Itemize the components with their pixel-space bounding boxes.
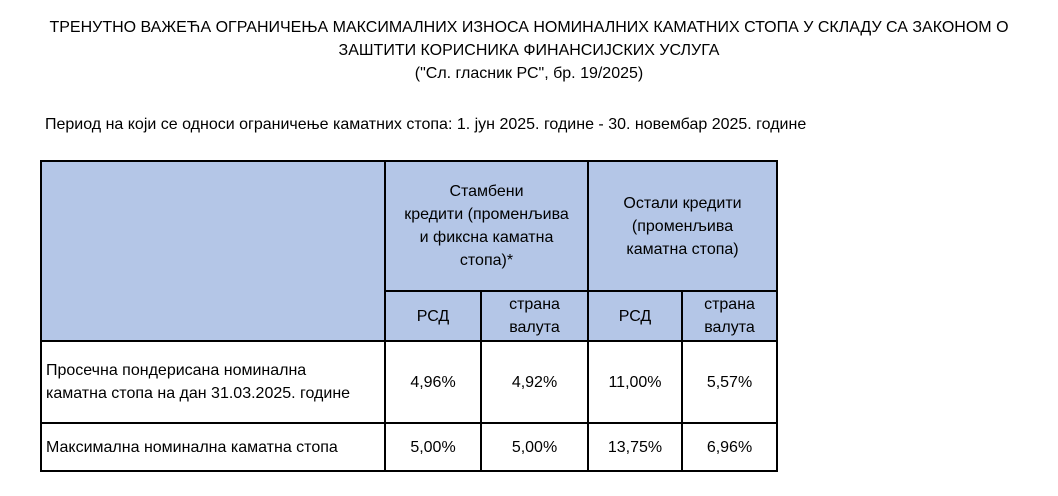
period-text: Период на који се односи ограничење каматних стопа: 1. јун 2025. године - 30. новембар 2025. године [45, 116, 807, 133]
table-corner-cell [41, 161, 385, 341]
interest-rate-table [40, 160, 778, 472]
header-housing-loans: Стамбени кредити (променљива и фиксна каматна стопа)* [385, 161, 588, 291]
title-line-1: ТРЕНУТНО ВАЖЕЋА ОГРАНИЧЕЊА МАКСИМАЛНИХ ИЗНОСА НОМИНАЛНИХ КАМАТНИХ СТОПА У СКЛАДУ СА ЗАКОНОМ О [49, 19, 1009, 36]
cell-average-housing-rsd: 4,96% [385, 341, 481, 423]
table-row [41, 423, 777, 471]
title-line-3: ("Сл. гласник РС", бр. 19/2025) [414, 65, 644, 82]
cell-max-other-rsd: 13,75% [588, 423, 682, 471]
subheader-other-foreign-currency: страна валута [682, 291, 777, 341]
cell-max-housing-foreign: 5,00% [481, 423, 588, 471]
title-line-2: ЗАШТИТИ КОРИСНИКА ФИНАНСИЈСКИХ УСЛУГА [338, 42, 720, 59]
table-row [41, 341, 777, 423]
cell-average-housing-foreign: 4,92% [481, 341, 588, 423]
header-other-loans: Остали кредити (променљива каматна стопа) [588, 161, 777, 291]
document-title [0, 16, 1058, 85]
cell-max-housing-rsd: 5,00% [385, 423, 481, 471]
subheader-housing-rsd: РСД [385, 291, 481, 341]
cell-average-other-foreign: 5,57% [682, 341, 777, 423]
row-label-maximum-rate: Максимална номинална каматна стопа [41, 423, 385, 471]
cell-average-other-rsd: 11,00% [588, 341, 682, 423]
cell-max-other-foreign: 6,96% [682, 423, 777, 471]
subheader-other-rsd: РСД [588, 291, 682, 341]
row-label-average-rate: Просечна пондерисана номинална каматна стопа на дан 31.03.2025. године [41, 341, 385, 423]
subheader-housing-foreign-currency: страна валута [481, 291, 588, 341]
